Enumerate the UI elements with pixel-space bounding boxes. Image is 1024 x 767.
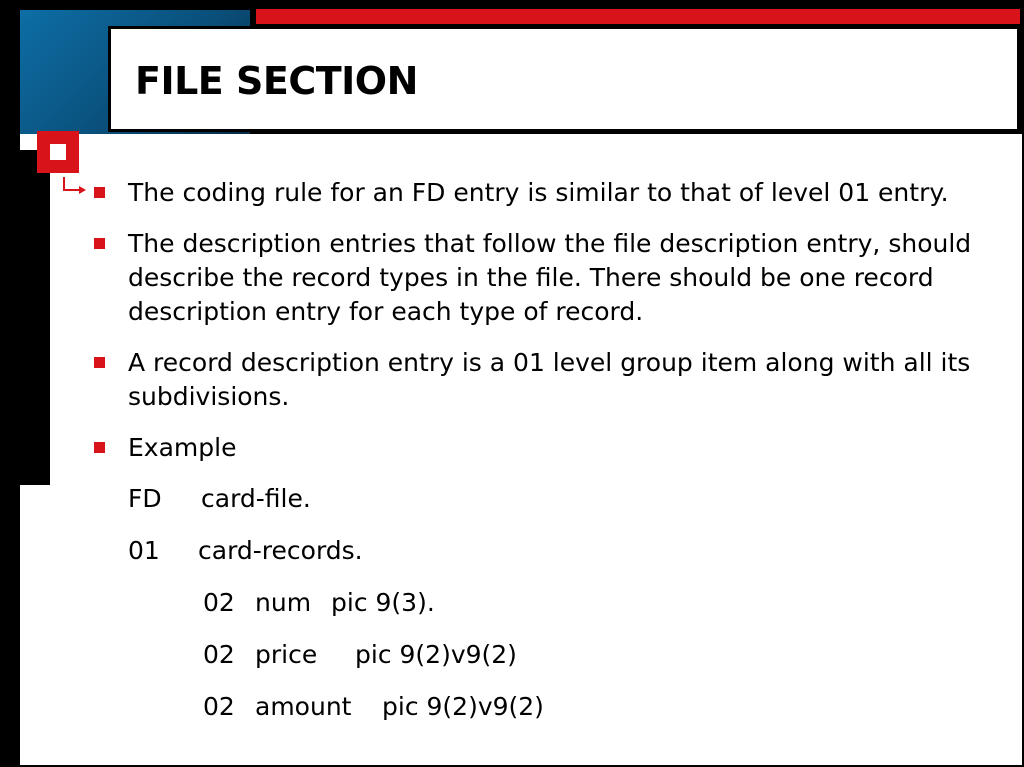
bullet-text: The coding rule for an FD entry is similar to that of level 01 entry. bbox=[128, 178, 949, 207]
field-pic: pic 9(2)v9(2) bbox=[355, 640, 517, 669]
fd-name: card-file. bbox=[201, 484, 311, 513]
example-record-line bbox=[90, 534, 1020, 568]
example-field-line bbox=[90, 638, 1020, 672]
example-fd-line bbox=[90, 482, 1020, 516]
example-field-line bbox=[90, 586, 1020, 620]
field-name: price bbox=[255, 640, 318, 669]
bullet-square-icon bbox=[94, 357, 105, 368]
field-level: 02 bbox=[203, 692, 235, 721]
slide-title: FILE SECTION bbox=[135, 59, 418, 103]
bullet-item bbox=[90, 227, 1020, 329]
bullet-text: A record description entry is a 01 level group item along with all its subdivisions. bbox=[128, 348, 971, 411]
record-level: 01 bbox=[128, 536, 160, 565]
bullet-square-icon bbox=[94, 238, 105, 249]
corner-arrow-icon bbox=[60, 175, 88, 199]
bullet-square-icon bbox=[94, 442, 105, 453]
title-marker-icon bbox=[37, 131, 79, 173]
field-pic: pic 9(3). bbox=[331, 588, 435, 617]
fd-keyword: FD bbox=[128, 484, 162, 513]
title-marker-inner bbox=[50, 144, 66, 160]
bullet-text: Example bbox=[128, 433, 237, 462]
decorative-black-strip bbox=[20, 150, 50, 485]
record-name: card-records. bbox=[198, 536, 363, 565]
field-pic: pic 9(2)v9(2) bbox=[382, 692, 544, 721]
title-box bbox=[108, 26, 1020, 132]
bullet-item bbox=[90, 176, 1020, 210]
field-name: num bbox=[255, 588, 312, 617]
slide-body bbox=[90, 176, 1020, 742]
bullet-square-icon bbox=[94, 187, 105, 198]
decorative-red-bar bbox=[256, 9, 1020, 24]
bullet-item bbox=[90, 346, 1020, 414]
field-level: 02 bbox=[203, 588, 235, 617]
bullet-item bbox=[90, 431, 1020, 465]
bullet-text: The description entries that follow the file description entry, should describe the record types in the file. There should be one record description entry for each type of record. bbox=[128, 229, 972, 326]
example-field-line bbox=[90, 690, 1020, 724]
field-name: amount bbox=[255, 692, 352, 721]
field-level: 02 bbox=[203, 640, 235, 669]
